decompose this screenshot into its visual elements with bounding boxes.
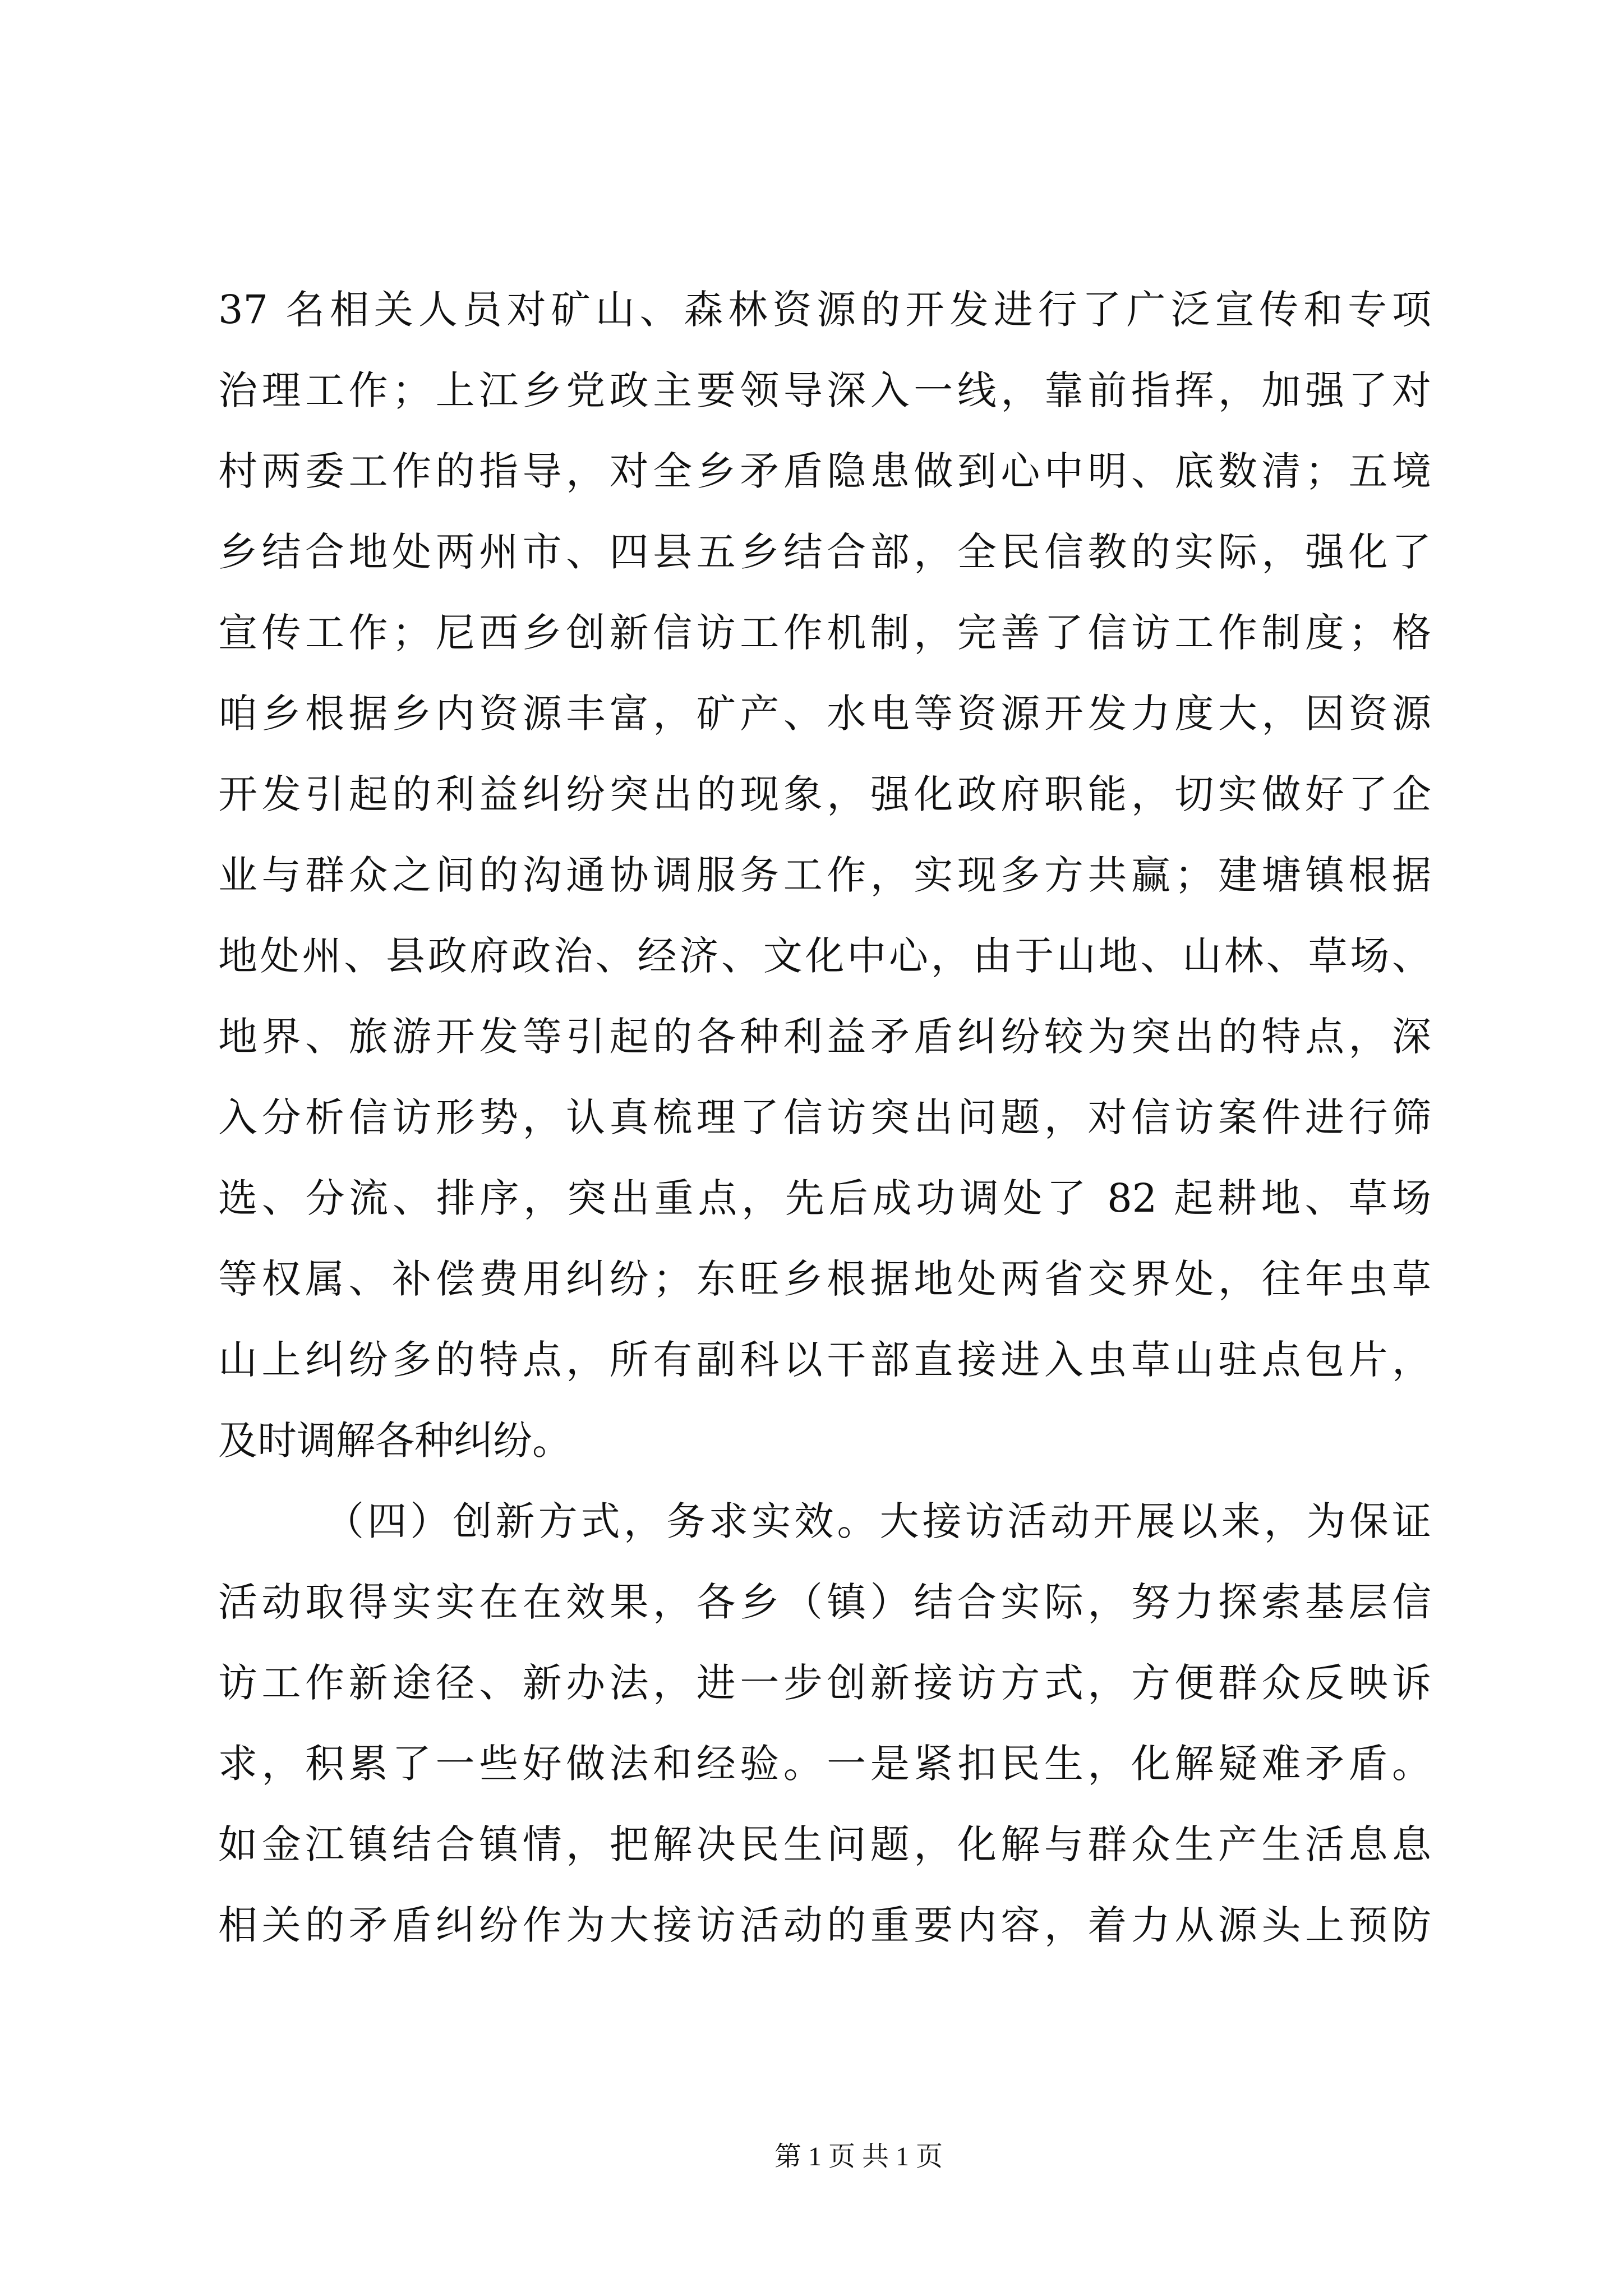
text-line-20: 如金江镇结合镇情，把解决民生问题，化解与群众生产生活息息 — [218, 1821, 1431, 1867]
body-text — [218, 269, 1431, 1966]
text-line-5: 宣传工作；尼西乡创新信访工作机制，完善了信访工作制度；格 — [218, 610, 1431, 656]
text-line-8: 业与群众之间的沟通协调服务工作，实现多方共赢；建塘镇根据 — [218, 852, 1431, 898]
text-line-7: 开发引起的利益纠纷突出的现象，强化政府职能，切实做好了企 — [218, 771, 1431, 817]
text-line-3: 村两委工作的指导，对全乡矛盾隐患做到心中明、底数清；五境 — [218, 448, 1431, 494]
text-line-15: 及时调解各种纠纷。 — [218, 1418, 571, 1464]
text-line-12: 选、分流、排序，突出重点，先后成功调处了 82 起耕地、草场 — [218, 1175, 1431, 1221]
text-line-11: 入分析信访形势，认真梳理了信访突出问题，对信访案件进行筛 — [218, 1094, 1431, 1140]
text-line-9: 地处州、县政府政治、经济、文化中心，由于山地、山林、草场、 — [218, 933, 1431, 979]
text-line-14: 山上纠纷多的特点，所有副科以干部直接进入虫草山驻点包片， — [218, 1337, 1431, 1383]
text-line-4: 乡结合地处两州市、四县五乡结合部，全民信教的实际，强化了 — [218, 529, 1431, 575]
text-line-10: 地界、旅游开发等引起的各种利益矛盾纠纷较为突出的特点，深 — [218, 1014, 1431, 1060]
text-line-16: （四）创新方式，务求实效。大接访活动开展以来，为保证 — [325, 1498, 1431, 1544]
text-line-21: 相关的矛盾纠纷作为大接访活动的重要内容，着力从源头上预防 — [218, 1902, 1431, 1948]
text-line-13: 等权属、补偿费用纠纷；东旺乡根据地处两省交界处，往年虫草 — [218, 1256, 1431, 1302]
text-line-2: 治理工作；上江乡党政主要领导深入一线，靠前指挥，加强了对 — [218, 367, 1431, 413]
text-line-17: 活动取得实实在在效果，各乡（镇）结合实际，努力探索基层信 — [218, 1579, 1431, 1625]
page-footer: 第 1 页 共 1 页 — [774, 2142, 943, 2171]
text-line-18: 访工作新途径、新办法，进一步创新接访方式，方便群众反映诉 — [218, 1660, 1431, 1706]
text-line-1: 37 名相关人员对矿山、森林资源的开发进行了广泛宣传和专项 — [218, 287, 1431, 333]
text-line-19: 求，积累了一些好做法和经验。一是紧扣民生，化解疑难矛盾。 — [218, 1741, 1431, 1787]
text-line-6: 咱乡根据乡内资源丰富，矿产、水电等资源开发力度大，因资源 — [218, 691, 1431, 737]
